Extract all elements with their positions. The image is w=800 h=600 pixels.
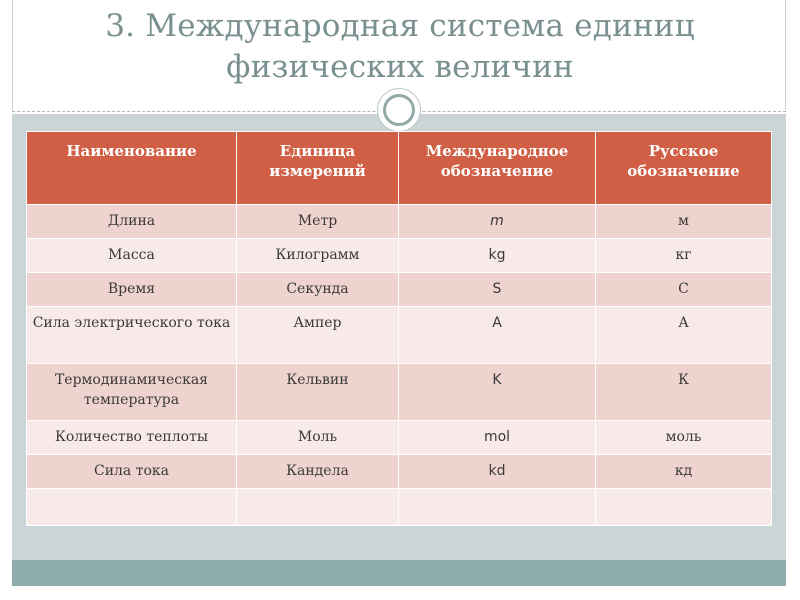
cell-international: S — [399, 273, 596, 307]
table-row — [27, 364, 772, 421]
cell-name: Масса — [27, 239, 237, 273]
cell-unit — [237, 489, 399, 526]
table-row — [27, 205, 772, 239]
cell-international: m — [399, 205, 596, 239]
cell-unit: Килограмм — [237, 239, 399, 273]
cell-russian: м — [596, 205, 772, 239]
circle-ornament-inner-icon — [383, 94, 415, 126]
cell-russian: К — [596, 364, 772, 421]
table-row — [27, 421, 772, 455]
cell-name: Количество теплоты — [27, 421, 237, 455]
left-border-line — [12, 0, 13, 110]
table-row — [27, 273, 772, 307]
table-row — [27, 307, 772, 364]
slide-title — [100, 6, 700, 88]
cell-unit: Кандела — [237, 455, 399, 489]
cell-name: Время — [27, 273, 237, 307]
cell-unit: Кельвин — [237, 364, 399, 421]
cell-russian: моль — [596, 421, 772, 455]
cell-unit: Метр — [237, 205, 399, 239]
cell-russian: С — [596, 273, 772, 307]
cell-russian: А — [596, 307, 772, 364]
cell-name: Сила электрического тока — [27, 307, 237, 364]
cell-international: K — [399, 364, 596, 421]
cell-international: mol — [399, 421, 596, 455]
units-table — [26, 131, 772, 526]
cell-russian: кг — [596, 239, 772, 273]
cell-name: Сила тока — [27, 455, 237, 489]
header-name: Наименование — [27, 132, 237, 205]
cell-international: kg — [399, 239, 596, 273]
header-unit: Единица измерений — [237, 132, 399, 205]
table-row — [27, 455, 772, 489]
table-row — [27, 489, 772, 526]
cell-unit: Ампер — [237, 307, 399, 364]
cell-unit: Секунда — [237, 273, 399, 307]
table-row — [27, 239, 772, 273]
cell-russian: кд — [596, 455, 772, 489]
bottom-bar — [12, 560, 786, 586]
cell-unit: Моль — [237, 421, 399, 455]
title-line-2: физических величин — [226, 49, 574, 85]
cell-russian — [596, 489, 772, 526]
cell-name: Термодинамическая температура — [27, 364, 237, 421]
cell-international — [399, 489, 596, 526]
right-border-line — [785, 0, 786, 110]
cell-name — [27, 489, 237, 526]
header-russian: Русское обозначение — [596, 132, 772, 205]
cell-name: Длина — [27, 205, 237, 239]
cell-international: A — [399, 307, 596, 364]
cell-international: kd — [399, 455, 596, 489]
table-header-row — [27, 132, 772, 205]
title-line-1: 3. Международная система единиц — [105, 8, 695, 44]
header-international: Международное обозначение — [399, 132, 596, 205]
